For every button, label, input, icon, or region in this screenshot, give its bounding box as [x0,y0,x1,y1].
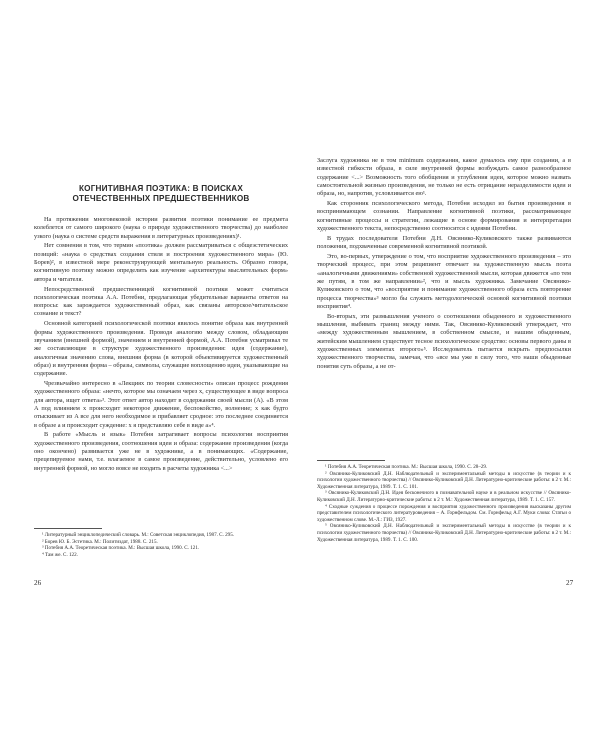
left-page [34,150,288,630]
paragraph: Основной категорией психологической поэтики явилось понятие образа как внутренней формы художественного произведения. Проводя аналогию между словом, обладающим звучанием (внешней формой), значением и внутренней формой, А.А. Потебня усматривал те же составляющие в структуре художественного произведения: идея (содержание), аналогичная значению слова, внешняя форма (в которой объективируется художественный образ) и внутренняя форма – образы, символы, служащие воплощению идеи, указывающие на содержание. [34,320,288,378]
footnotes [34,520,288,558]
paragraph: Как сторонник психологического метода, Потебня исходил из бытия произведения в воспринимающем сознании. Направление когнитивной поэтики, рассматривающее когнитивные процессы и стратегии, лежащие в основе формирования и интерпретации художественного текста, непосредственно соотносится с идеями Потебни. [317,200,571,232]
chapter-title-line-2: ОТЕЧЕСТВЕННЫХ ПРЕДШЕСТВЕННИКОВ [72,194,250,203]
footnote: ³ Овсянико-Куликовский Д.Н. Идея бесконечного в познавательной науке и в реальном искусстве // Овсянико-Куликовский Д.Н. Литературно-критические работы: в 2 т. М.: Художественная литература, 1989. Т. 1. С. 157. [317,490,571,503]
paragraph: На протяжении многовековой истории развития поэтики понимание ее предмета колеблется от самого широкого (наука о природе художественного творчества) до наиболее узкого (наука о системе средств выражения в литературных произведениях)¹. [34,216,288,240]
page-number-left: 26 [34,579,42,587]
footnote: ² Овсянико-Куликовский Д.Н. Наблюдательный и экспериментальный методы в искусстве (в теории и к психологии художественного творчества) // Овсянико-Куликовский Д.Н. Литературно-критические работы: в 2 т. М.: Художественная литература, 1989. Т. 1. С. 101. [317,470,571,490]
chapter-title-line-1: КОГНИТИВНАЯ ПОЭТИКА: В ПОИСКАХ [78,184,244,193]
paragraph: Во-вторых, эти размышления ученого о соотношении обыденного и художественного мышления, выбивать границ между ними. Так, Овсянико-Куликовский утверждает, что «между художественным мышлением, в собственном смысле, и нашим обыденным, житейским мышлением существует тесное психологическое сродство: основы первого даны в художественных элементах второго»⁵. Исследователь пытается вскрыть предпосылки художественного творчества, замечая, что «все мы уже в силу того, что наши обыденные понятия суть образы, а не от- [317,312,571,370]
paragraph: Заслуга художника не в том minimum содержания, какое думалось ему при создании, а в известной гибкости образа, в силе внутренней формы возбуждать самое разнообразное содержание <...> Возможность того обобщения и углубления идеи, которое можно назвать самостоятельной жизнью произведения, не только не есть отрицание неразделимости идеи и образа, но, напротив, условливается ею¹. [317,157,571,198]
footnote: ⁵ Овсянико-Куликовский Д.Н. Наблюдательный и экспериментальный методы в искусстве (в теории и к психологии художественного творчества) // Овсянико-Куликовский Д.Н. Литературно-критические работы: в 2 т. М.: Художественная литература, 1989. Т. 1. С. 100. [317,523,571,543]
paragraph: Чрезвычайно интересно в «Лекциях по теории словесности» описан процесс рождения художественного образа: «нечто, которое мы означаем через x, существующее в виде вопроса для автора, ищет ответа»³. Этот ответ автор находит в содержании своей мысли (A). «В этом A под влиянием x происходит некоторое движение, беспокойство, волнение; x как будто отыскивает из A все для него необходимое и прибавляет сродное: это последнее соединяется в образе a и происходит суждение: x я представляю себе в виде a»⁴. [34,380,288,429]
paragraph: Непосредственной предшественницей когнитивной поэтики может считаться психологическая поэтика А.А. Потебни, предлагающая убедительные варианты ответов на вопросы: как зарождается художественный образ, как связаны авторское/читательское сознание и текст? [34,285,288,318]
paragraph: Нет сомнения в том, что термин «поэтика» должен рассматриваться с общеэстетических позиций: «наука о средствах создания стиля и построения художественного мира» (Ю. Борев)², в известной мере реконструирующей ментальную реальность. Образно говоря, когнитивную поэтику можно определить как изучение «архитектуры мыслительных форм» автора и читателя. [34,242,288,283]
footnote-rule [34,528,102,529]
footnote: ³ Потебня А.А. Теоретическая поэтика. М.: Высшая школа, 1990. С. 121. [42,545,200,552]
footnote: ⁴ Сходные суждения о процессе порождения и восприятия художественного произведения высказаны другим представителем психологического литературоведения – А. Горнфельдом. См. Горнфельд А.Г. Муки слова: Статьи о художественном слове. М.-Л.: ГИЗ, 1927. [317,503,571,523]
footnote: ¹ Литературный энциклопедический словарь. М.: Советская энциклопедия, 1987. С. 295. [42,532,235,538]
right-page [317,157,574,637]
footnotes [317,452,571,543]
paragraph: Это, во-первых, утверждение о том, что восприятие художественного произведения – это творческий процесс, при этом реципиент отвечает на художественную мысль поэта «аналогичными движениями» собственной художественной мысли, которая движется «по тем же путям, в том же направлении»², что и мысль художника. Замечание Овсянико-Куликовского о том, что «восприятие и понимание художественного образа есть повторение процесса творчества»³ могло бы служить методологической основой когнитивной поэтики восприятия⁴. [317,253,571,310]
chapter-title [40,184,282,204]
page-number-right: 27 [566,579,574,587]
footnote-rule [317,460,385,461]
footnote: ² Борев Ю. Б. Эстетика. М.: Политиздат, 1988. С. 215. [42,538,158,545]
footnote: ¹ Потебня А.А. Теоретическая поэтика. М.: Высшая школа, 1990. С. 28–29. [325,464,488,470]
footnote: ⁴ Там же. С. 122. [42,551,78,558]
paragraph: В работе «Мысль и язык» Потебня затрагивает вопросы психологии восприятия художественного произведения, соотношения идеи и образа: содержание произведения (когда оно окончено) развивается уже не в художнике, а в понимающих. «Содержание, прецепируемое нами, т.е. влагаемое в самое произведение, действительно, условлено его внутренней формой, но могло вовсе не входить в расчеты художника <...> [34,431,288,472]
paragraph: В трудах последователя Потебни Д.Н. Овсянико-Куликовского также развиваются положения, подхваченные современной когнитивной поэтикой. [317,234,571,251]
